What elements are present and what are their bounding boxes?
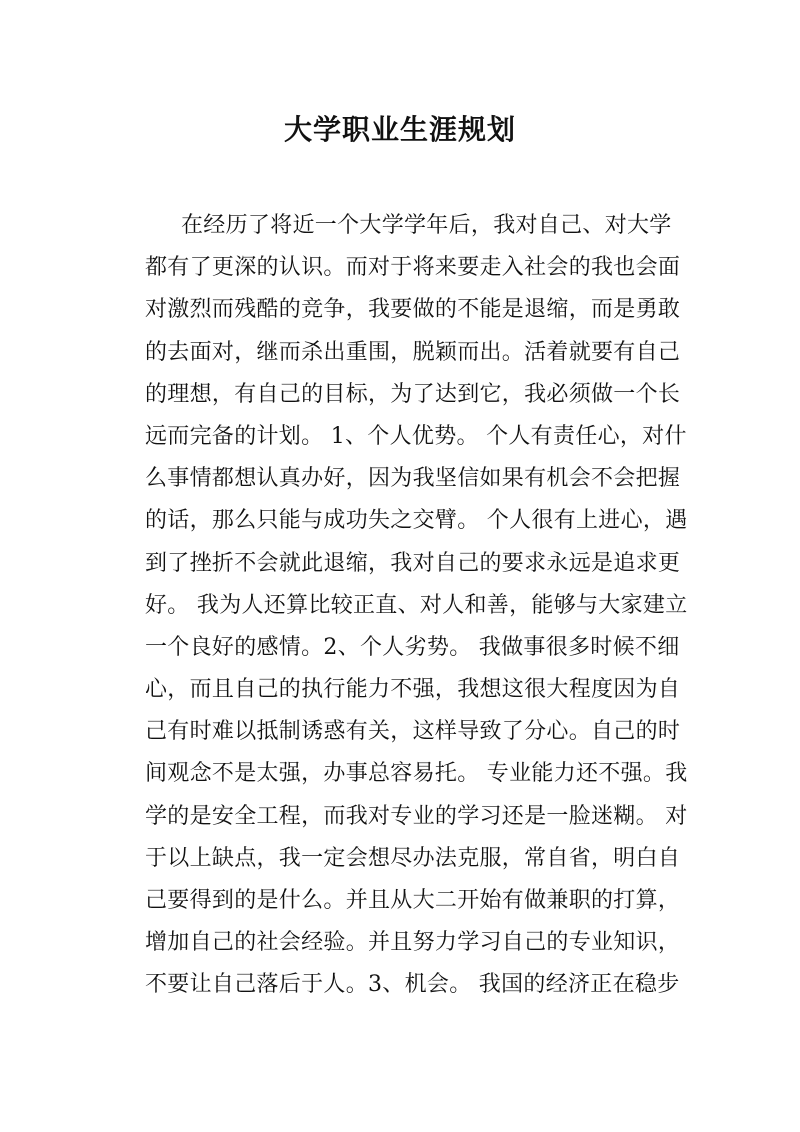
body-line: 在经历了将近一个大学学年后，我对自己、对大学 (181, 213, 672, 238)
body-line: 的理想，有自己的目标，为了达到它，我必须做一个长 (145, 381, 681, 407)
body-line: 好。 我为人还算比较正直、对人和善，能够与大家建立 (145, 592, 688, 618)
body-line: 于以上缺点，我一定会想尽办法克服，常自省，明白自 (145, 845, 681, 871)
body-line: 的话，那么只能与成功失之交臂。 个人很有上进心，遇 (145, 508, 688, 534)
body-line: 一个良好的感情。2、个人劣势。 我做事很多时候不细 (145, 634, 680, 660)
body-line: 都有了更深的认识。而对于将来要走入社会的我也会面 (145, 255, 681, 281)
body-line: 不要让自己落后于人。3、机会。 我国的经济正在稳步 (145, 972, 680, 998)
body-line: 心，而且自己的执行能力不强，我想这很大程度因为自 (145, 677, 681, 703)
body-line: 对激烈而残酷的竞争，我要做的不能是退缩，而是勇敢 (145, 297, 681, 323)
document-body (145, 205, 688, 1007)
body-line: 到了挫折不会就此退缩，我对自己的要求永远是追求更 (145, 550, 681, 576)
body-line: 己要得到的是什么。并且从大二开始有做兼职的打算， (145, 888, 681, 913)
body-line: 么事情都想认真办好，因为我坚信如果有机会不会把握 (145, 466, 681, 492)
body-line: 的去面对，继而杀出重围，脱颖而出。活着就要有自己 (145, 339, 681, 365)
body-line: 增加自己的社会经验。并且努力学习自己的专业知识， (145, 930, 681, 956)
document-title: 大学职业生涯规划 (283, 113, 516, 146)
body-line: 远而完备的计划。 1、个人优势。 个人有责任心，对什 (145, 423, 687, 449)
body-line: 学的是安全工程，而我对专业的学习还是一脸迷糊。 对 (145, 803, 688, 829)
body-line: 间观念不是太强，办事总容易托。 专业能力还不强。我 (145, 761, 688, 787)
body-line: 己有时难以抵制诱惑有关，这样导致了分心。自己的时 (145, 719, 681, 745)
